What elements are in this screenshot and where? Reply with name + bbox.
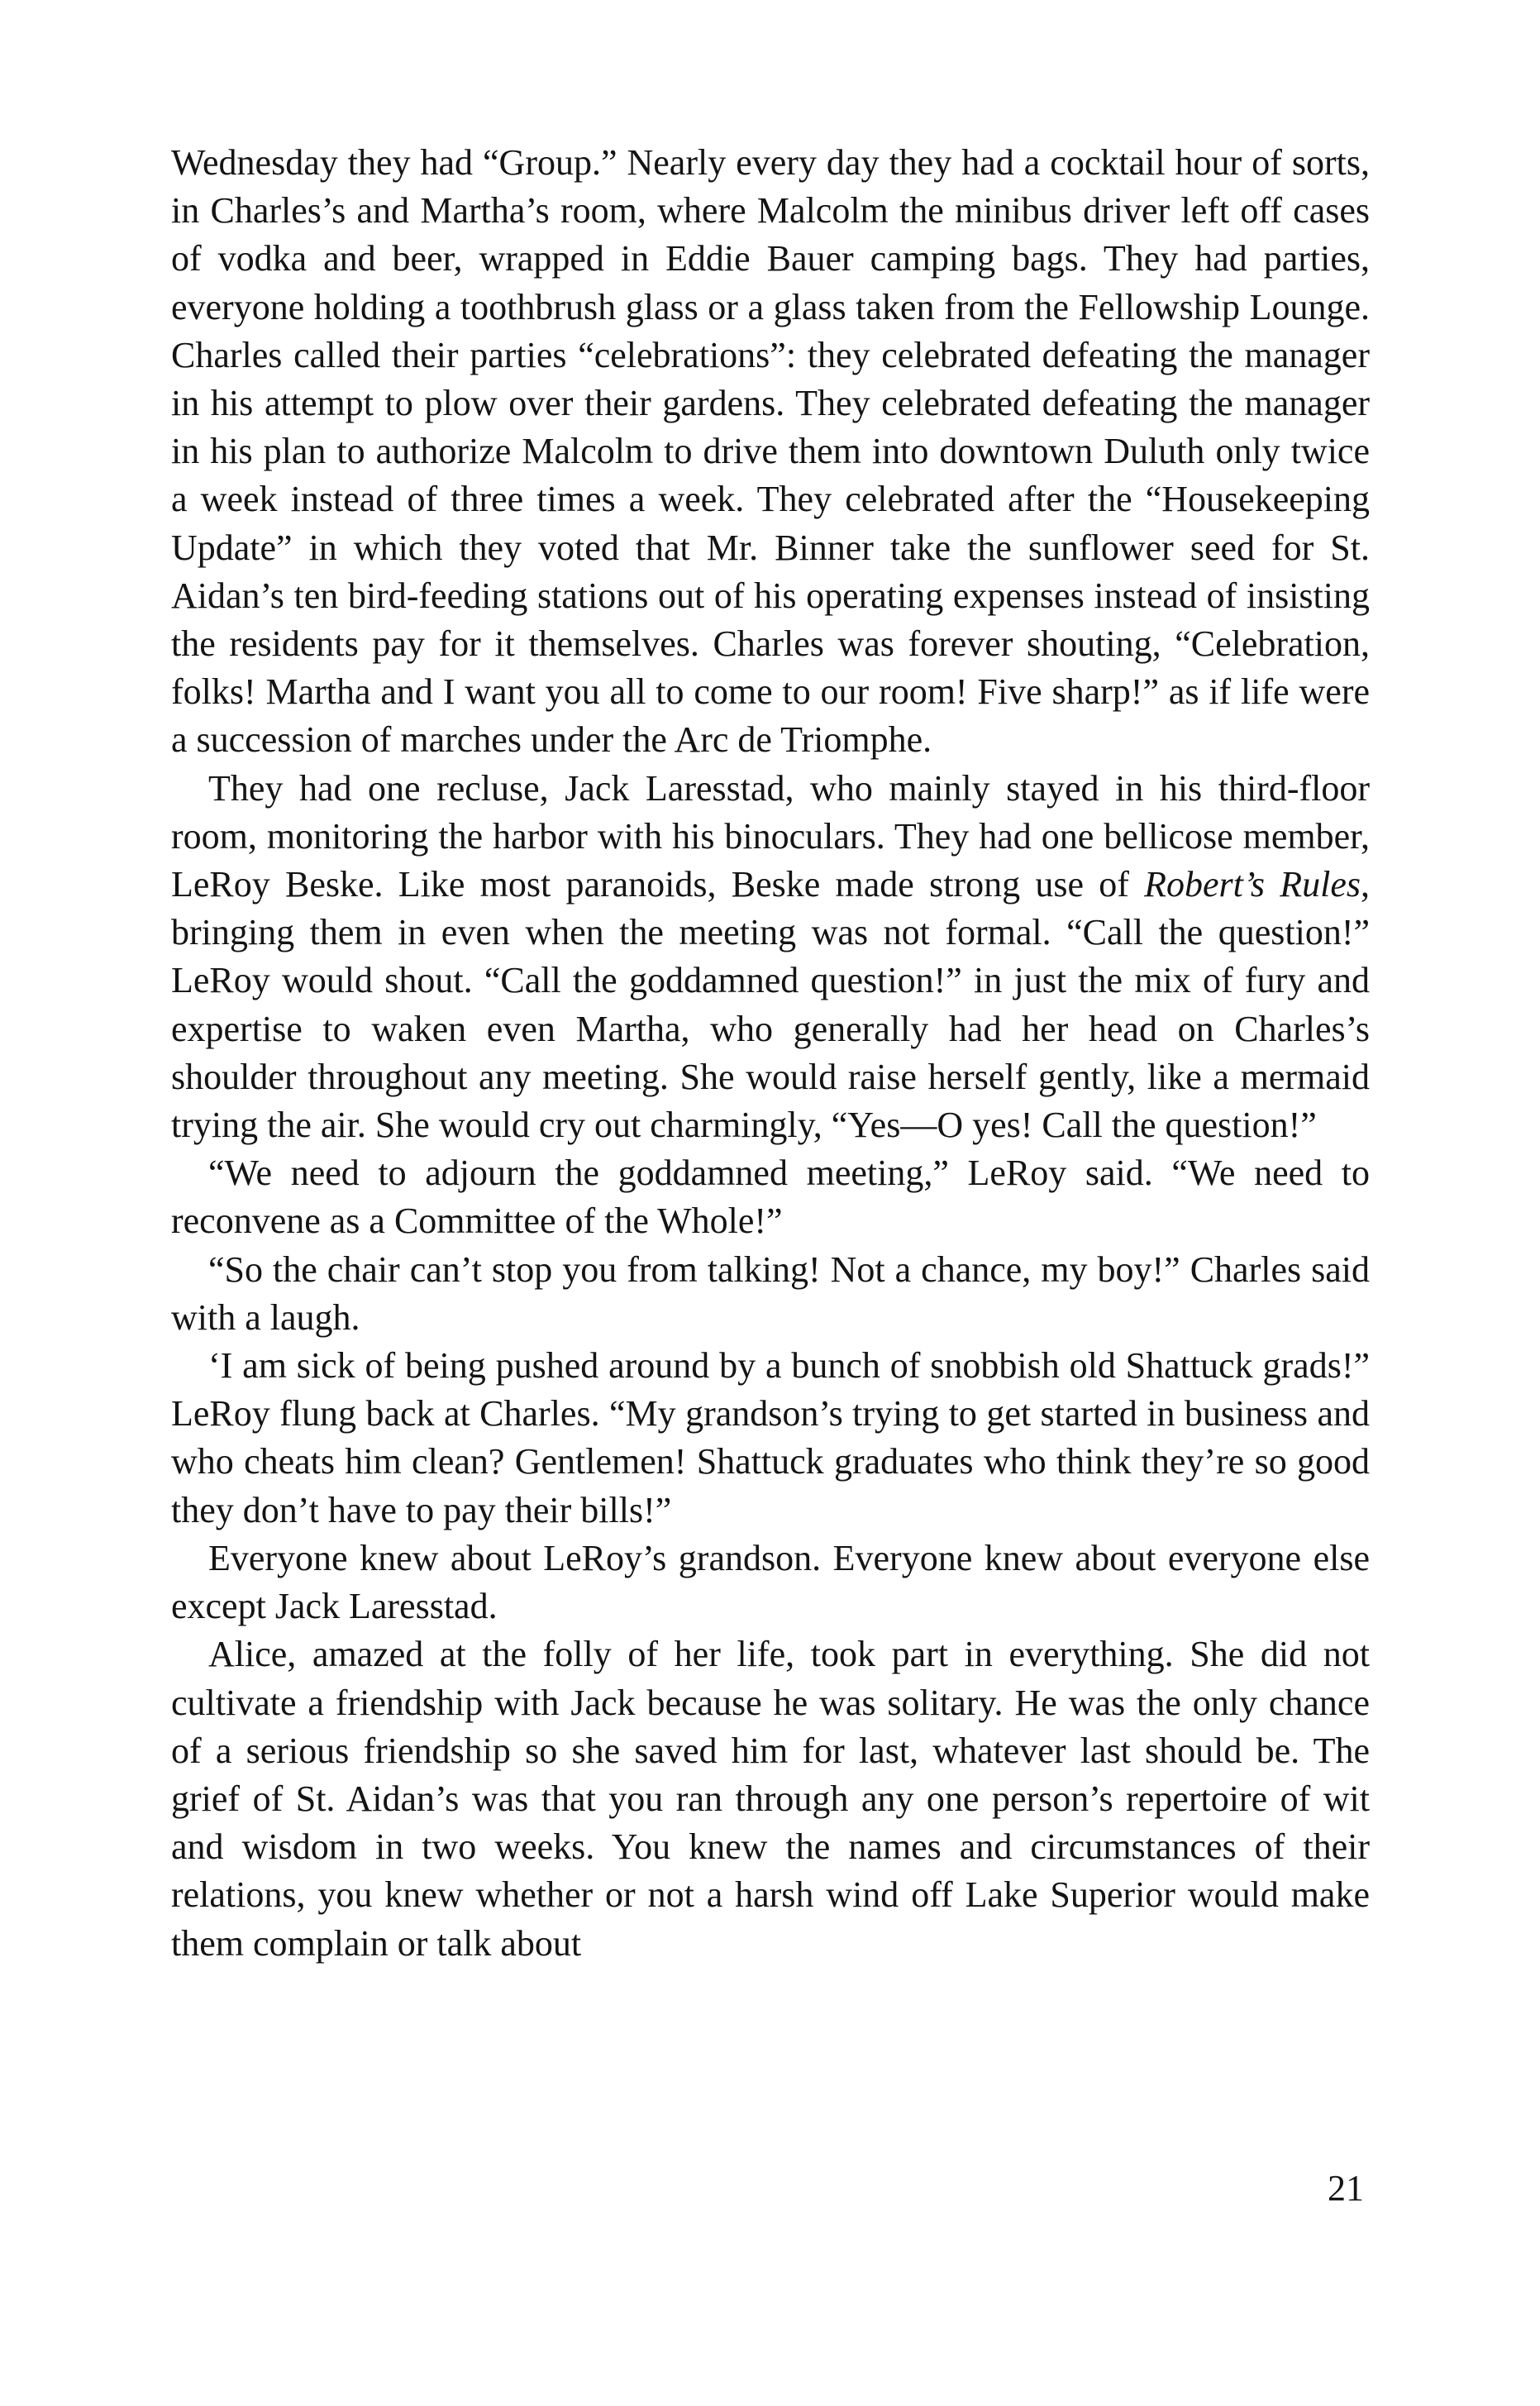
paragraph-chair-dialogue: “So the chair can’t stop you from talking! Not a chance, my boy!” Charles said with a laugh. bbox=[171, 1248, 1370, 1338]
paragraph-adjourn-dialogue: “We need to adjourn the goddamned meeting,” LeRoy said. “We need to reconvene as a Committee of the Whole!” bbox=[171, 1153, 1370, 1242]
paragraph-grandson: Everyone knew about LeRoy’s grandson. Everyone knew about everyone else except Jack Laresstad. bbox=[171, 1537, 1370, 1627]
paragraph-recluse-and-bellicose-member bbox=[171, 765, 1370, 1150]
paragraph-text: They had one recluse, Jack Laresstad, who mainly stayed in his third-floor room, monitoring the harbor with his binoculars. They had one bellicose member, LeRoy Beske. Like most paranoids, Beske made strong use of bbox=[171, 767, 1370, 905]
paragraph-group-meetings: Wednesday they had “Group.” Nearly every day they had a cocktail hour of sorts, in Charles’s and Martha’s room, where Malcolm the minibus driver left off cases of vodka and beer, wrapped in Eddie Bauer camping bags. They had parties, everyone holding a toothbrush glass or a glass taken from the Fellowship Lounge. Charles called their parties “celebrations”: they celebrated defeating the manager in his attempt to plow over their gardens. They celebrated defeating the manager in his plan to authorize Malcolm to drive them into downtown Duluth only twice a week instead of three times a week. They celebrated after the “Housekeeping Update” in which they voted that Mr. Binner take the sunflower seed for St. Aidan’s ten bird-feeding stations out of his operating expenses instead of insisting the residents pay for it themselves. Charles was forever shouting, “Celebration, folks! Martha and I want you all to come to our room! Five sharp!” as if life were a succession of marches under the Arc de Triomphe. bbox=[171, 142, 1370, 761]
page-number: 21 bbox=[1328, 2168, 1364, 2208]
paragraph-shattuck-dialogue: ‘I am sick of being pushed around by a bunch of snobbish old Shattuck grads!” LeRoy flung back at Charles. “My grandson’s trying to get started in business and who cheats him clean? Gentlemen! Shattuck graduates who think they’re so good they don’t have to pay their bills!” bbox=[171, 1345, 1370, 1530]
book-title-italic: Robert’s Rules bbox=[1144, 864, 1361, 905]
page-body bbox=[171, 139, 1370, 1968]
paragraph-text: , bringing them in even when the meeting was not formal. “Call the question!” LeRoy would shout. “Call the goddamned question!” in just the mix of fury and expertise to waken even Martha, who generally had her head on Charles’s shoulder throughout any meeting. She would raise herself gently, like a mermaid trying the air. She would cry out charmingly, “Yes—O yes! Call the question!” bbox=[171, 864, 1370, 1146]
paragraph-alice: Alice, amazed at the folly of her life, took part in everything. She did not cultivate a friendship with Jack because he was solitary. He was the only chance of a serious friendship so she saved him for last, whatever last should be. The grief of St. Aidan’s was that you ran through any one person’s repertoire of wit and wisdom in two weeks. You knew the names and circumstances of their relations, you knew whether or not a harsh wind off Lake Superior would make them complain or talk about bbox=[171, 1634, 1370, 1964]
